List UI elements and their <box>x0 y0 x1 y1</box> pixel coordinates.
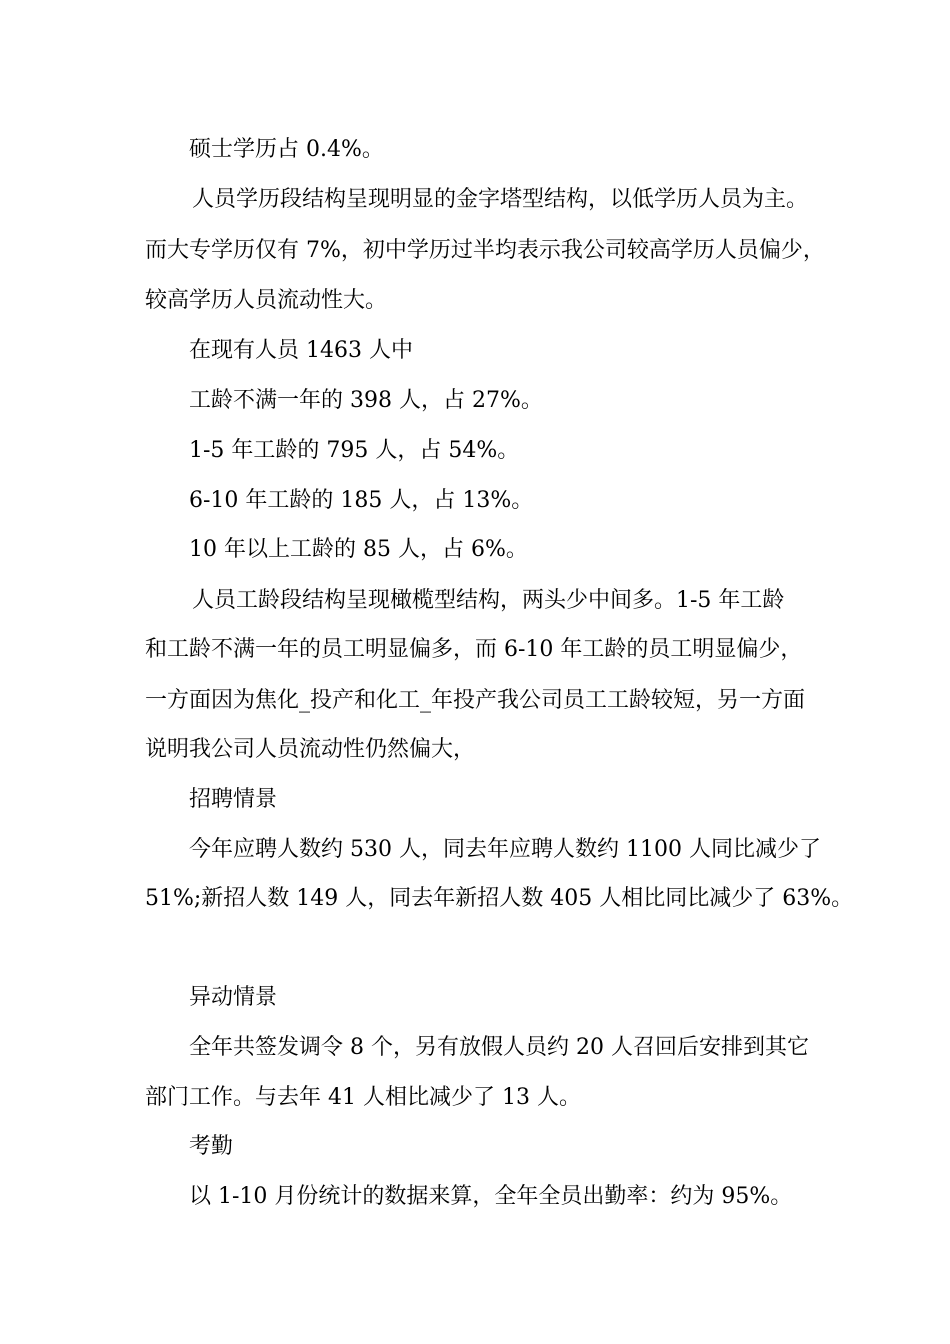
paragraph-line: 以 1-10 月份统计的数据来算，全年全员出勤率：约为 95%。 <box>189 1184 793 1209</box>
paragraph-line: 较高学历人员流动性大。 <box>145 288 388 313</box>
paragraph-line: 工龄不满一年的 398 人，占 27%。 <box>189 388 543 413</box>
section-heading: 考勤 <box>189 1134 234 1159</box>
paragraph-line: 1-5 年工龄的 795 人，占 54%。 <box>189 438 520 463</box>
paragraph-line: 硕士学历占 0.4%。 <box>189 137 384 162</box>
paragraph-line: 部门工作。与去年 41 人相比减少了 13 人。 <box>145 1085 581 1110</box>
section-heading: 招聘情景 <box>189 787 278 812</box>
paragraph-line: 在现有人员 1463 人中 <box>189 338 413 363</box>
paragraph-line: 一方面因为焦化_投产和化工_年投产我公司员工工龄较短，另一方面 <box>145 688 806 713</box>
paragraph-line: 人员学历段结构呈现明显的金字塔型结构，以低学历人员为主。 <box>192 187 809 212</box>
paragraph-line: 10 年以上工龄的 85 人，占 6%。 <box>189 537 528 562</box>
paragraph-line: 51%;新招人数 149 人，同去年新招人数 405 人相比同比减少了 63%。 <box>145 886 854 911</box>
paragraph-line: 人员工龄段结构呈现橄榄型结构，两头少中间多。1-5 年工龄 <box>192 588 785 613</box>
paragraph-line: 说明我公司人员流动性仍然偏大， <box>145 737 476 762</box>
paragraph-line: 6-10 年工龄的 185 人，占 13%。 <box>189 488 534 513</box>
paragraph-line: 和工龄不满一年的员工明显偏多，而 6-10 年工龄的员工明显偏少， <box>145 637 803 662</box>
paragraph-line: 全年共签发调令 8 个，另有放假人员约 20 人召回后安排到其它 <box>189 1035 809 1060</box>
paragraph-line: 而大专学历仅有 7%，初中学历过半均表示我公司较高学历人员偏少， <box>145 238 825 263</box>
paragraph-line: 今年应聘人数约 530 人，同去年应聘人数约 1100 人同比减少了 <box>189 837 821 862</box>
section-heading: 异动情景 <box>189 985 278 1010</box>
